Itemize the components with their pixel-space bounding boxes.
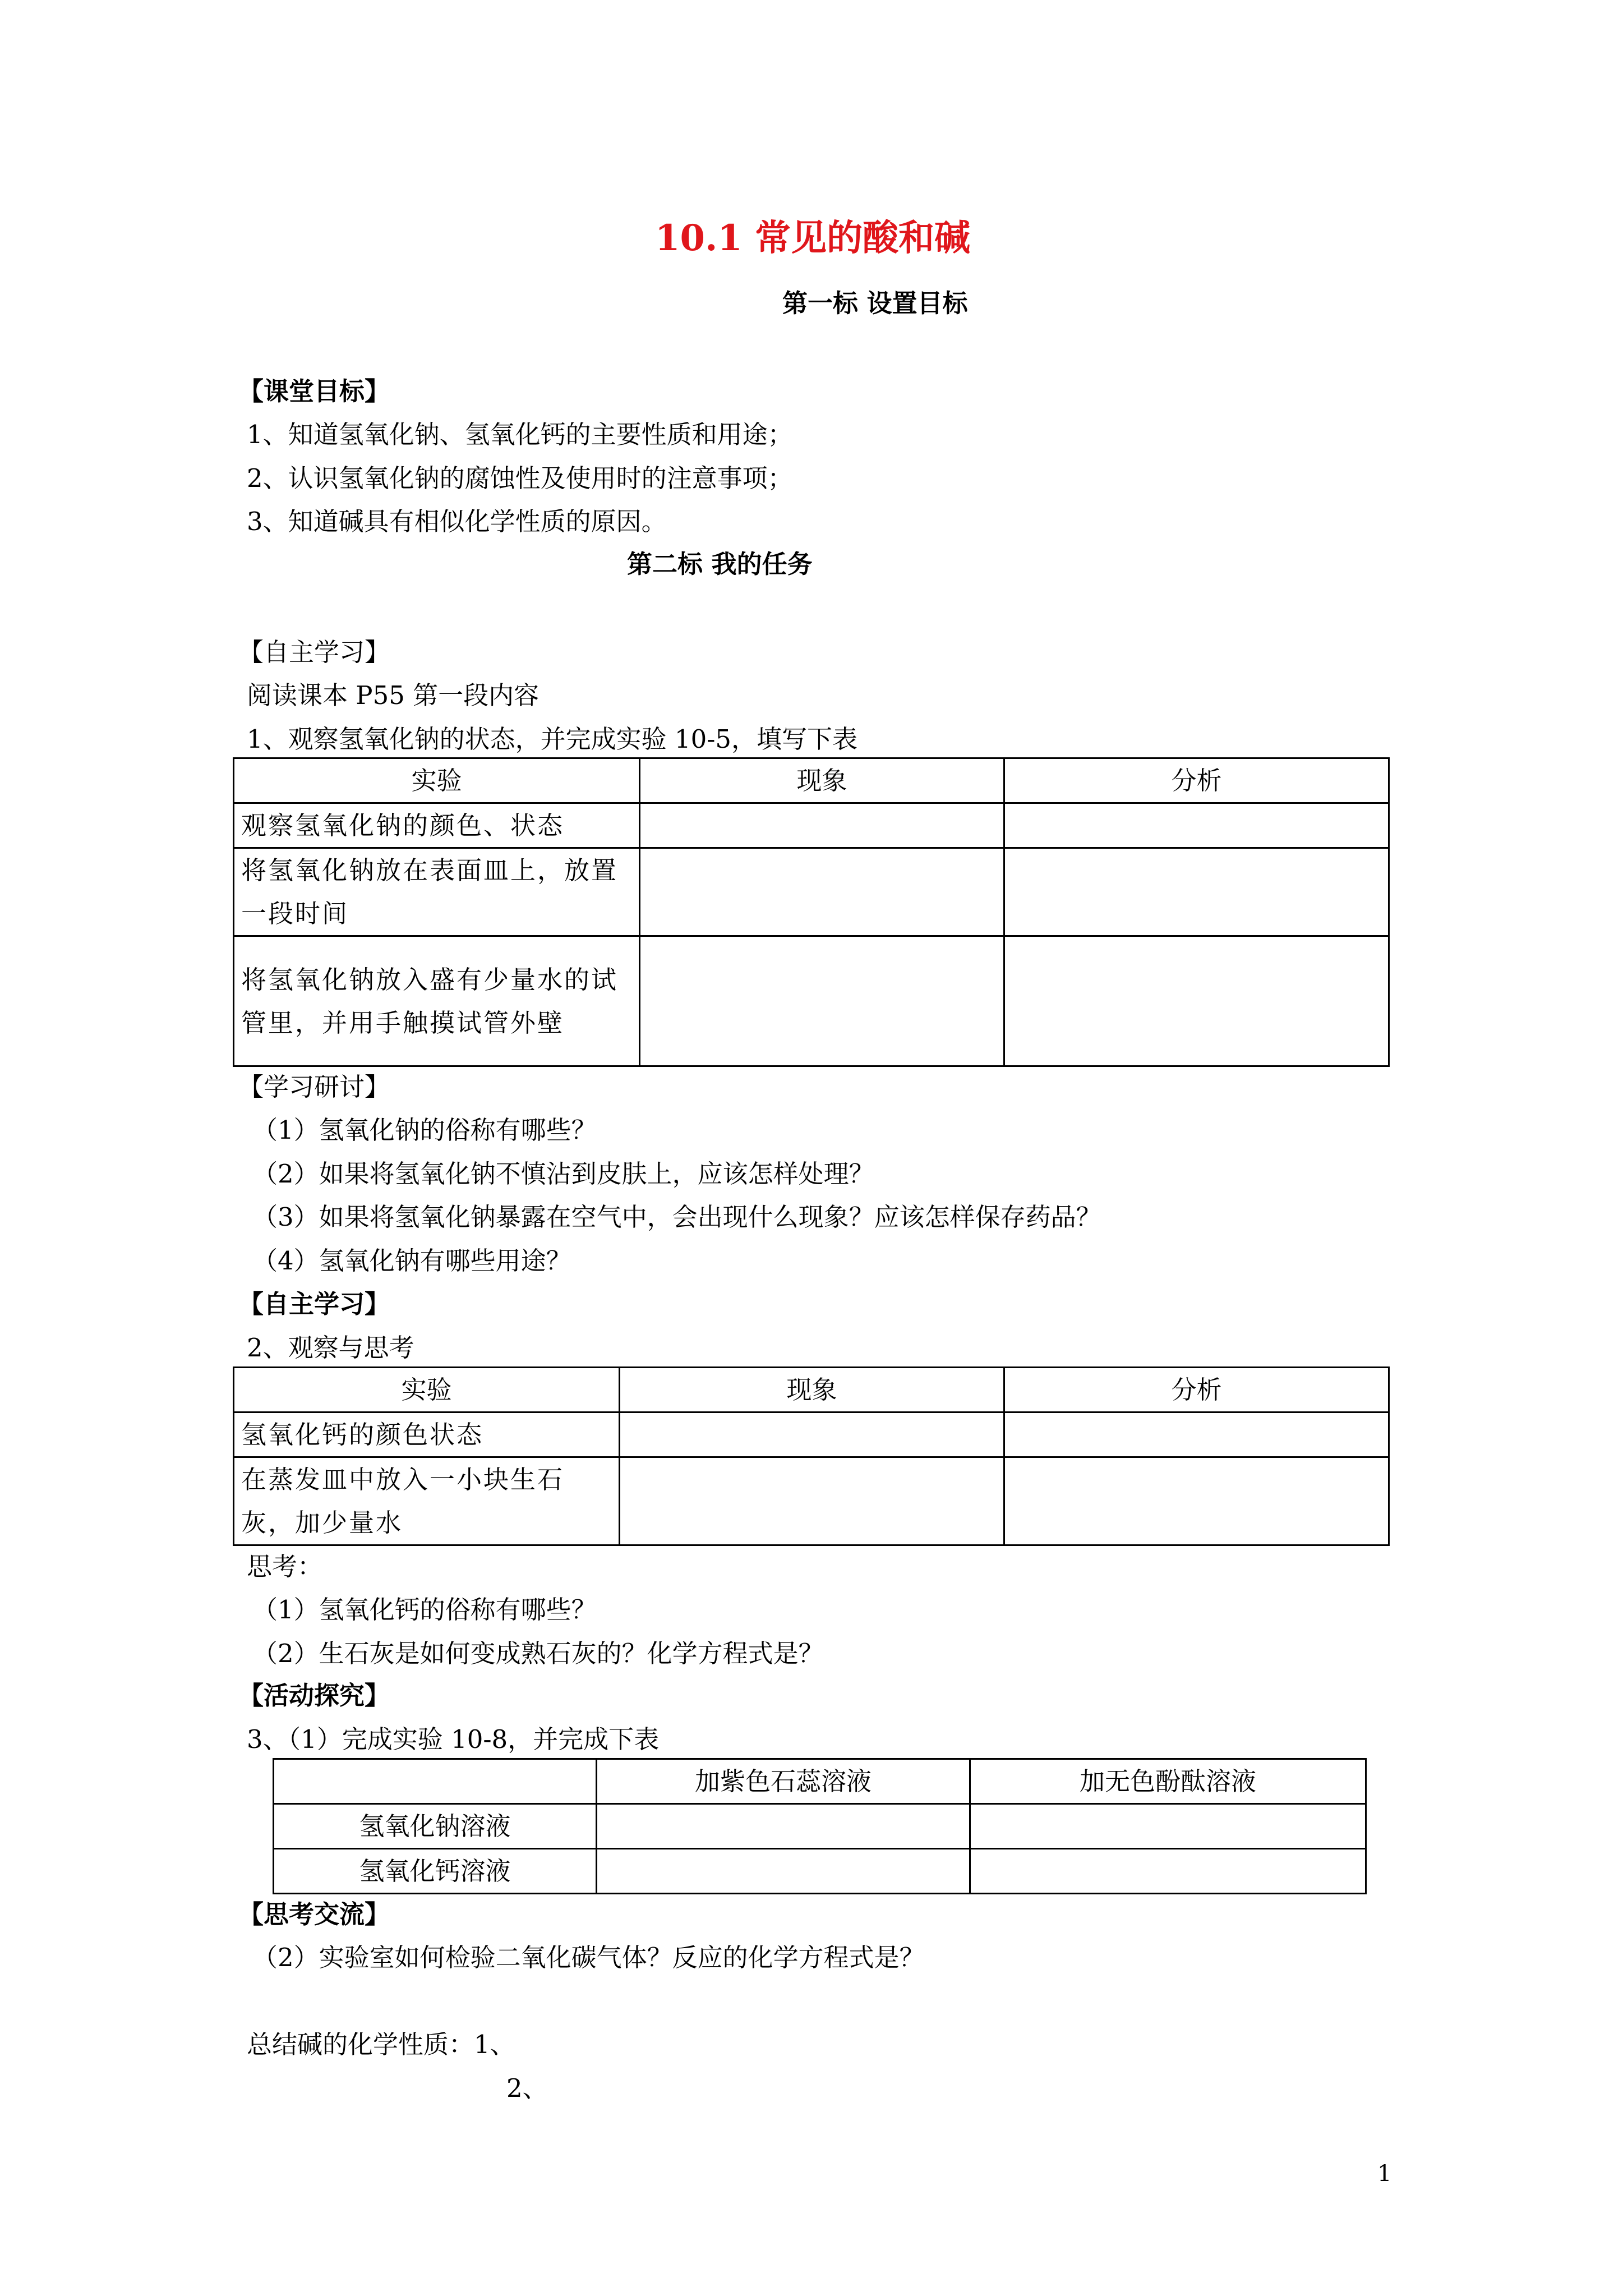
table-cell-empty [1004, 936, 1389, 1066]
exchange-heading: 【思考交流】 [238, 1899, 390, 1929]
section-heading-goals: 第一标 设置目标 [782, 288, 968, 318]
self-study-heading: 【自主学习】 [238, 637, 390, 667]
table-cell: 在蒸发皿中放入一小块生石灰，加少量水 [234, 1457, 620, 1545]
table-cell: 氢氧化钙的颜色状态 [234, 1412, 620, 1457]
question-3: 3、（1）完成实验 10-8，并完成下表 [247, 1724, 660, 1754]
page-title: 10.1 常见的酸和碱 [655, 217, 971, 259]
table-cell-empty [970, 1804, 1366, 1849]
study-discussion-heading: 【学习研讨】 [238, 1072, 390, 1102]
self-study-heading: 【自主学习】 [238, 1289, 390, 1319]
question-1: 1、观察氢氧化钠的状态，并完成实验 10-5，填写下表 [247, 724, 858, 754]
discussion-question: （3）如果将氢氧化钠暴露在空气中，会出现什么现象？应该怎样保存药品？ [252, 1202, 1101, 1232]
table-cell-empty [1004, 848, 1389, 936]
table-row-label: 氢氧化钙溶液 [274, 1849, 597, 1894]
indicator-table [273, 1758, 1367, 1894]
summary-line: 总结碱的化学性质：1、 [247, 2030, 515, 2059]
discussion-question: （4）氢氧化钠有哪些用途？ [252, 1246, 571, 1276]
table-cell-empty [970, 1849, 1366, 1894]
table-cell-empty [620, 1457, 1004, 1545]
table-header: 现象 [620, 1368, 1004, 1412]
think-label: 思考： [247, 1552, 323, 1581]
table-header-empty [274, 1759, 597, 1804]
question-2: 2、观察与思考 [247, 1333, 414, 1363]
goal-item: 1、知道氢氧化钠、氢氧化钙的主要性质和用途； [247, 420, 793, 449]
table-header: 加紫色石蕊溶液 [597, 1759, 970, 1804]
table-header: 现象 [640, 758, 1004, 803]
table-cell-empty [1004, 803, 1389, 848]
goal-item: 3、知道碱具有相似化学性质的原因。 [247, 507, 667, 536]
think-question: （2）生石灰是如何变成熟石灰的？化学方程式是？ [252, 1639, 824, 1668]
table-cell-empty [640, 848, 1004, 936]
table-cell: 将氢氧化钠放入盛有少量水的试管里，并用手触摸试管外壁 [234, 936, 640, 1066]
reading-instruction: 阅读课本 P55 第一段内容 [247, 680, 540, 710]
section-heading-tasks: 第二标 我的任务 [627, 549, 813, 579]
table-cell-empty [597, 1804, 970, 1849]
goal-item: 2、认识氢氧化钠的腐蚀性及使用时的注意事项； [247, 463, 793, 493]
table-header: 实验 [234, 758, 640, 803]
table-row-label: 氢氧化钠溶液 [274, 1804, 597, 1849]
table-header: 分析 [1004, 758, 1389, 803]
classroom-goals-heading: 【课堂目标】 [238, 376, 390, 406]
table-header: 分析 [1004, 1368, 1389, 1412]
table-cell-empty [597, 1849, 970, 1894]
think-question: （1）氢氧化钙的俗称有哪些？ [252, 1595, 597, 1625]
page-number: 1 [1377, 2161, 1392, 2187]
summary-line: 2、 [506, 2073, 548, 2103]
table-cell-empty [640, 936, 1004, 1066]
table-header: 实验 [234, 1368, 620, 1412]
table-header: 加无色酚酞溶液 [970, 1759, 1366, 1804]
caoh2-observation-table [233, 1366, 1390, 1546]
table-cell-empty [620, 1412, 1004, 1457]
table-cell-empty [1004, 1412, 1389, 1457]
table-cell-empty [640, 803, 1004, 848]
activity-heading: 【活动探究】 [238, 1681, 390, 1710]
discussion-question: （1）氢氧化钠的俗称有哪些？ [252, 1115, 597, 1145]
table-cell-empty [1004, 1457, 1389, 1545]
discussion-question: （2）如果将氢氧化钠不慎沾到皮肤上，应该怎样处理？ [252, 1159, 874, 1189]
exchange-question: （2）实验室如何检验二氧化碳气体？反应的化学方程式是？ [252, 1943, 925, 1972]
table-cell: 观察氢氧化钠的颜色、状态 [234, 803, 640, 848]
naoh-observation-table [233, 757, 1390, 1067]
table-cell: 将氢氧化钠放在表面皿上，放置一段时间 [234, 848, 640, 936]
